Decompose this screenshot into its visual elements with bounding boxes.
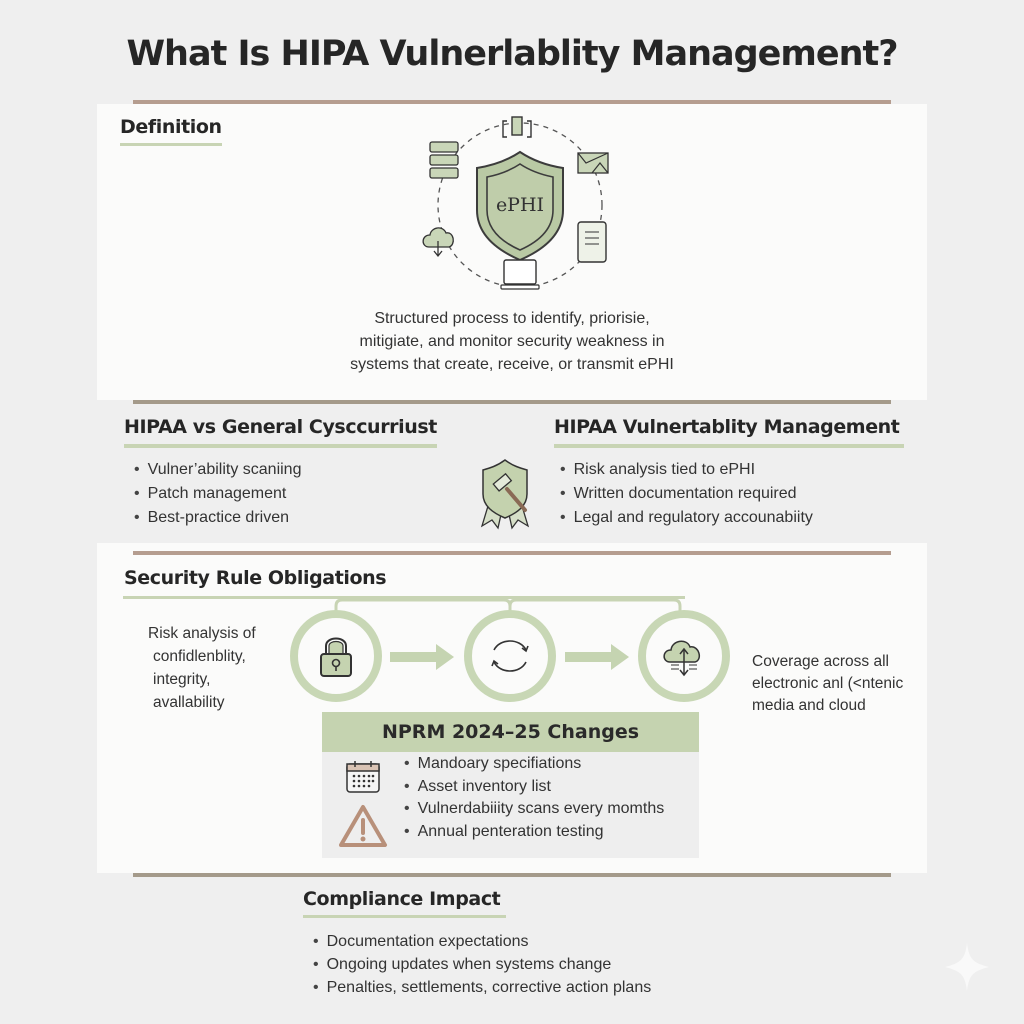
- page-title: What Is HIPA Vulnerlablity Management?: [126, 34, 898, 74]
- list-item: • Annual penteration testing: [404, 821, 664, 844]
- risk-analysis-text: [148, 622, 256, 714]
- text-line: Coverage across all: [752, 653, 889, 670]
- nprm-list: [404, 753, 664, 843]
- comparison-left-heading: HIPAA vs General Cysccurriust: [124, 416, 437, 448]
- list-item: • Asset inventory list: [404, 776, 664, 799]
- warning-icon: [338, 804, 388, 848]
- text-line: avallability: [153, 694, 225, 711]
- definition-text: [300, 307, 724, 376]
- definition-line-2: mitigiate, and monitor security weakness in: [359, 333, 665, 350]
- document-scanner-icon: [503, 117, 531, 137]
- cloud-download-icon: [423, 228, 453, 256]
- compliance-section: [303, 888, 651, 999]
- comparison-divider: [133, 400, 891, 404]
- definition-section: [120, 116, 222, 146]
- text-line: electronic anl (<ntenic: [752, 675, 904, 692]
- security-rule-heading: Security Rule Obligations: [124, 567, 387, 589]
- text-line: Risk analysis of: [148, 625, 256, 642]
- flow-arrow-2: [565, 652, 613, 662]
- text-line: confidlenblity,: [153, 648, 246, 665]
- sparkle-icon: [945, 943, 989, 991]
- list-item: • Mandoary specifiations: [404, 753, 664, 776]
- list-item: • Vulner’ability scaniing: [134, 458, 437, 482]
- comparison-right-heading: HIPAA Vulnertablity Management: [554, 416, 904, 448]
- definition-line-1: Structured process to identify, priorisie,: [374, 310, 650, 327]
- laptop-icon: [501, 260, 539, 289]
- flow-arrow-1: [390, 652, 438, 662]
- nprm-heading: NPRM 2024–25 Changes: [322, 712, 699, 752]
- list-item: • Risk analysis tied to ePHI: [560, 458, 904, 482]
- cloud-transfer-icon: [661, 634, 707, 678]
- calendar-icon: [346, 760, 380, 794]
- definition-line-3: systems that create, receive, or transmit ePHI: [350, 356, 674, 373]
- ephi-label: ePHI: [495, 194, 545, 216]
- lock-icon: [316, 634, 356, 678]
- flow-arrowhead-1: [436, 644, 454, 670]
- coverage-text: [752, 651, 903, 717]
- security-divider: [133, 551, 891, 555]
- comparison-right: [554, 416, 904, 530]
- compliance-heading: Compliance Impact: [303, 888, 506, 918]
- server-icon: [430, 142, 458, 178]
- email-icon: [578, 153, 608, 173]
- list-item: • Ongoing updates when systems change: [313, 953, 651, 976]
- text-line: integrity,: [153, 671, 211, 688]
- comparison-left-list: [124, 458, 437, 530]
- flow-step-lock: [290, 610, 382, 702]
- definition-heading: Definition: [120, 116, 222, 146]
- list-item: • Written documentation required: [560, 482, 904, 506]
- compliance-list: [303, 930, 651, 999]
- security-rule-section: [124, 567, 684, 595]
- comparison-left: [124, 416, 437, 530]
- list-item: • Penalties, settlements, corrective action plans: [313, 976, 651, 999]
- list-item: • Patch management: [134, 482, 437, 506]
- list-item: • Best-practice driven: [134, 506, 437, 530]
- list-item: • Legal and regulatory accounabiity: [560, 506, 904, 530]
- tablet-icon: [578, 222, 606, 262]
- gavel-shield-badge-icon: [480, 458, 540, 530]
- list-item: • Documentation expectations: [313, 930, 651, 953]
- compliance-divider: [133, 873, 891, 877]
- list-item: • Vulnerdabiiity scans every momths: [404, 798, 664, 821]
- flow-step-cloud: [638, 610, 730, 702]
- flow-arrowhead-2: [611, 644, 629, 670]
- text-line: media and cloud: [752, 697, 866, 714]
- flow-step-sync: [464, 610, 556, 702]
- sync-icon: [488, 634, 532, 678]
- nprm-box: [322, 712, 699, 858]
- ephi-diagram: [405, 110, 635, 300]
- comparison-right-list: [554, 458, 904, 530]
